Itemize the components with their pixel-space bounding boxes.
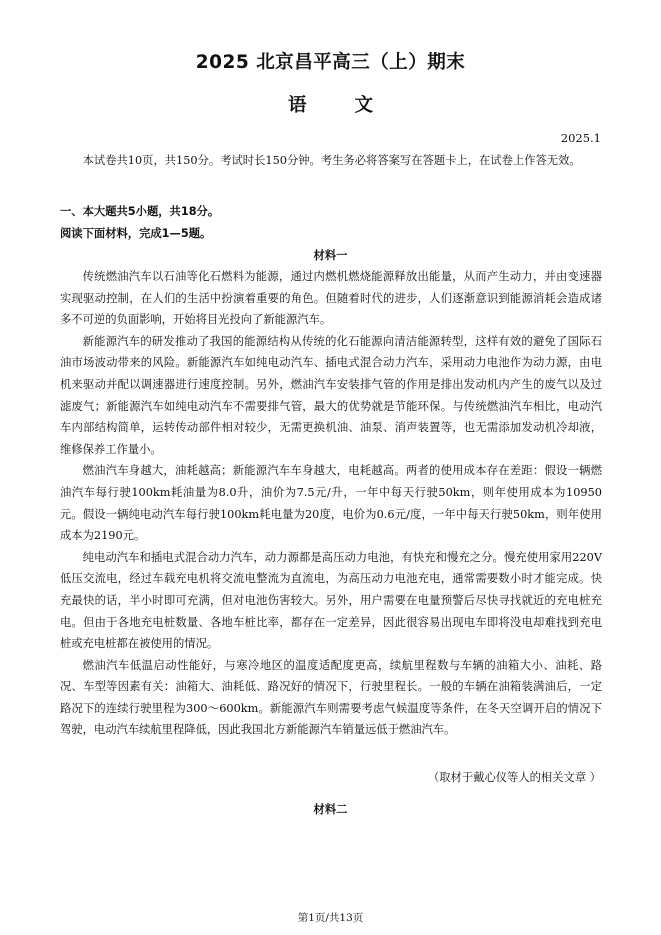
material-one-paragraph: 燃油汽车低温启动性能好，与寒冷地区的温度适配度更高，续航里程数与车辆的油箱大小、油耗、路况、车型等因素有关：油箱大、油耗低、路况好的情况下，行驶里程长。一般的车辆在油箱装满油后，一定路况下的连续行驶里程为300～600km。新能源汽车则需要考虑气候温度等条件，在冬天空调开启的情况下驾驶，电动汽车续航里程降低，因此我国北方新能源汽车销量远低于燃油汽车。 bbox=[60, 658, 602, 737]
subject-char-2: 文 bbox=[354, 95, 374, 116]
exam-title: 2025 北京昌平高三（上）期末 bbox=[195, 52, 466, 73]
instructions-text: 本试卷共10页，共150分。考试时长150分钟。考生务必将答案写在答题卡上，在试卷上作答无效。 bbox=[82, 154, 581, 167]
material-one-paragraph: 传统燃油汽车以石油等化石燃料为能源，通过内燃机燃烧能源释放出能量，从而产生动力，并由变速器实现驱动控制，在人们的生活中扮演着重要的角色。但随着时代的进步，人们逐渐意识到能源消耗会造成诸多不可逆的负面影响，开始将目光投向了新能源汽车。 bbox=[60, 270, 602, 327]
material-one-paragraph: 燃油汽车身越大，油耗越高；新能源汽车车身越大，电耗越高。两者的使用成本存在差距：假设一辆燃油汽车每行驶100km耗油量为8.0升，油价为7.5元/升，一年中每天行驶50km，则年使用成本为10950元。假设一辆纯电动汽车每行驶100km耗电量为20度，电价为0.6元/度，一年中每天行驶50km，则年使用成本为2190元。 bbox=[60, 464, 602, 543]
section-directive: 阅读下面材料，完成1—5题。 bbox=[60, 227, 212, 240]
material-one-heading: 材料一 bbox=[313, 249, 348, 262]
material-one-source: （取材于戴心仪等人的相关文章 ） bbox=[427, 771, 601, 784]
subject-char-1: 语 bbox=[287, 95, 307, 116]
exam-date: 2025.1 bbox=[560, 131, 601, 145]
subject-title bbox=[0, 93, 661, 119]
section-heading: 一、本大题共5小题，共18分。 bbox=[60, 205, 220, 218]
material-two-heading: 材料二 bbox=[313, 803, 348, 816]
material-one-paragraph: 纯电动汽车和插电式混合动力汽车，动力源都是高压动力电池，有快充和慢充之分。慢充使用家用220V低压交流电，经过车载充电机将交流电整流为直流电，为高压动力电池充电，通常需要数小时才能完成。快充最快的话，半小时即可充满，但对电池伤害较大。另外，用户需要在电量预警后尽快寻找就近的充电桩充电。但由于各地充电桩数量、各地车桩比率，都存在一定差异，因此很容易出现电车即将没电却难找到充电桩或充电桩都在被使用的情况。 bbox=[60, 550, 602, 651]
material-one-body bbox=[60, 266, 602, 741]
page-number: 第1页/共13页 bbox=[297, 912, 364, 924]
instructions-block bbox=[60, 150, 602, 172]
material-one-paragraph: 新能源汽车的研发推动了我国的能源结构从传统的化石能源向清洁能源转型，这样有效的避免了国际石油市场波动带来的风险。新能源汽车如纯电动汽车、插电式混合动力汽车，采用动力电池作为动力源，由电机来驱动并配以调速器进行速度控制。另外，燃油汽车安装排气管的作用是排出发动机内产生的废气以及过滤废气；新能源汽车如纯电动汽车不需要排气管，最大的优势就是节能环保。与传统燃油汽车相比，电动汽车内部结构简单，运转传动部件相对较少，无需更换机油、油泵、消声装置等，也无需添加发动机冷却液，维修保养工作量小。 bbox=[60, 334, 602, 456]
